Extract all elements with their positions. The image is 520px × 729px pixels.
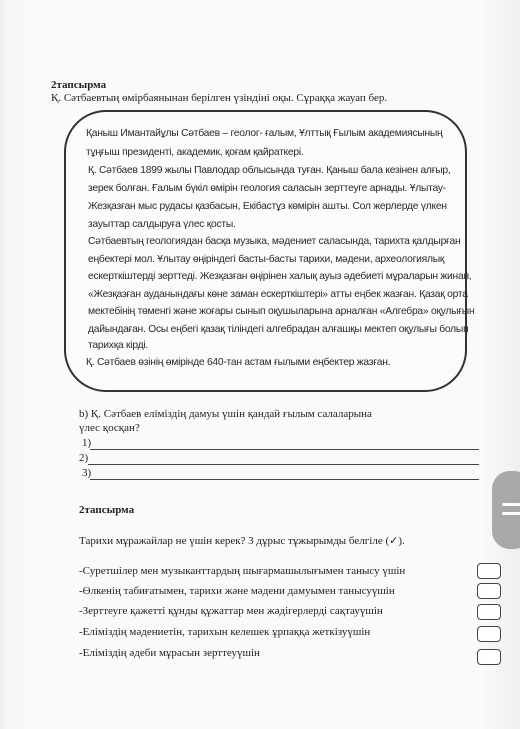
passage-line: Жезқазған мыс рудасы қазбасын, Екібастұз көмірін ашты. Сол жерлерде үлкен [88, 201, 447, 212]
option-checkbox-5[interactable] [477, 649, 501, 665]
task1-instruction: Қ. Сәтбаевтың өмірбаянынан берілген үзіндіні оқы. Сұраққа жауап бер. [51, 92, 388, 104]
handle-grip-icon [502, 503, 520, 506]
option-checkbox-3[interactable] [477, 604, 501, 620]
answer-number: 1) [82, 437, 92, 449]
passage-line: ескерткіштерді зерттеді. Жезқазған өңірінен халық ауыз әдебиеті мұраларын жинап, [88, 271, 472, 282]
option-checkbox-4[interactable] [477, 626, 501, 642]
task2-instruction: Тарихи мұражайлар не үшін керек? 3 дұрыс тұжырымды белгіле (✓). [79, 535, 405, 547]
passage-line: Қаныш Имантайұлы Сәтбаев – геолог- ғалым, Ұлттық Ғылым академиясының [86, 128, 443, 139]
passage-line: тарихқа кірді. [88, 340, 148, 351]
passage-line: Қ. Сәтбаев өзінің өмірінде 640-тан астам ғылыми еңбектер жазған. [86, 357, 391, 368]
passage-line: мектебінің төменгі және жоғары сынып оқушыларына арналған «Алгебра» оқулығын [88, 306, 475, 317]
answer-line-1[interactable] [90, 449, 479, 450]
passage-line: дайындаған. Осы еңбегі қазақ тіліндегі алгебрадан алғашқы мектеп оқулығы болып [88, 324, 469, 335]
answer-number: 3) [82, 467, 92, 479]
option-text: -Еліміздің әдеби мұрасын зерттеуүшін [79, 647, 260, 659]
option-checkbox-2[interactable] [477, 583, 501, 599]
passage-line: зерек болған. Ғалым бүкіл өмірін геология саласын зерттеуге арнады. Ұлытау- [88, 183, 446, 194]
option-checkbox-1[interactable] [477, 563, 501, 579]
passage-line: тұңғыш президенті, академик, қоғам қайраткері. [86, 147, 304, 158]
task2-heading: 2тапсырма [79, 504, 135, 516]
passage-line: Сәтбаевтың геологиядан басқа музыка, мәдениет саласында, тарихта қалдырған [88, 236, 461, 247]
task1-heading: 2тапсырма [51, 79, 107, 91]
option-text: -Өлкенің табиғатымен, тарихи және мәдени дамуымен танысуүшін [79, 585, 395, 597]
option-text: -Зерттеуге қажетті құнды құжаттар мен жәдігерлерді сақтауүшін [79, 605, 383, 617]
answer-line-2[interactable] [88, 464, 479, 465]
option-text: -Еліміздің мәдениетін, тарихын келешек ұрпаққа жеткізуүшін [79, 626, 371, 638]
question-b-line2: үлес қосқан? [79, 422, 140, 434]
question-b-line1: b) Қ. Сәтбаев еліміздің дамуы үшін қандай ғылым салаларына [79, 408, 372, 420]
passage-line: еңбектері мол. Ұлытау өңіріндегі басты-басты тарихи, мәдени, археологиялық [88, 254, 445, 265]
answer-number: 2) [79, 452, 89, 464]
side-panel-handle[interactable] [492, 471, 520, 549]
passage-line: «Жезқазған ауданындағы көне заман ескерткіштері» атты еңбек жазған. Қазақ орта [88, 289, 468, 300]
answer-line-3[interactable] [90, 479, 479, 480]
passage-line: зауыттар салдыруға үлес қосты. [88, 219, 236, 230]
handle-grip-icon [502, 512, 520, 515]
passage-line: Қ. Сәтбаев 1899 жылы Павлодар облысында туған. Қаныш бала кезінен алғыр, [88, 165, 451, 176]
option-text: -Суретшілер мен музыканттардың шығармашылығымен танысу үшін [79, 565, 406, 577]
